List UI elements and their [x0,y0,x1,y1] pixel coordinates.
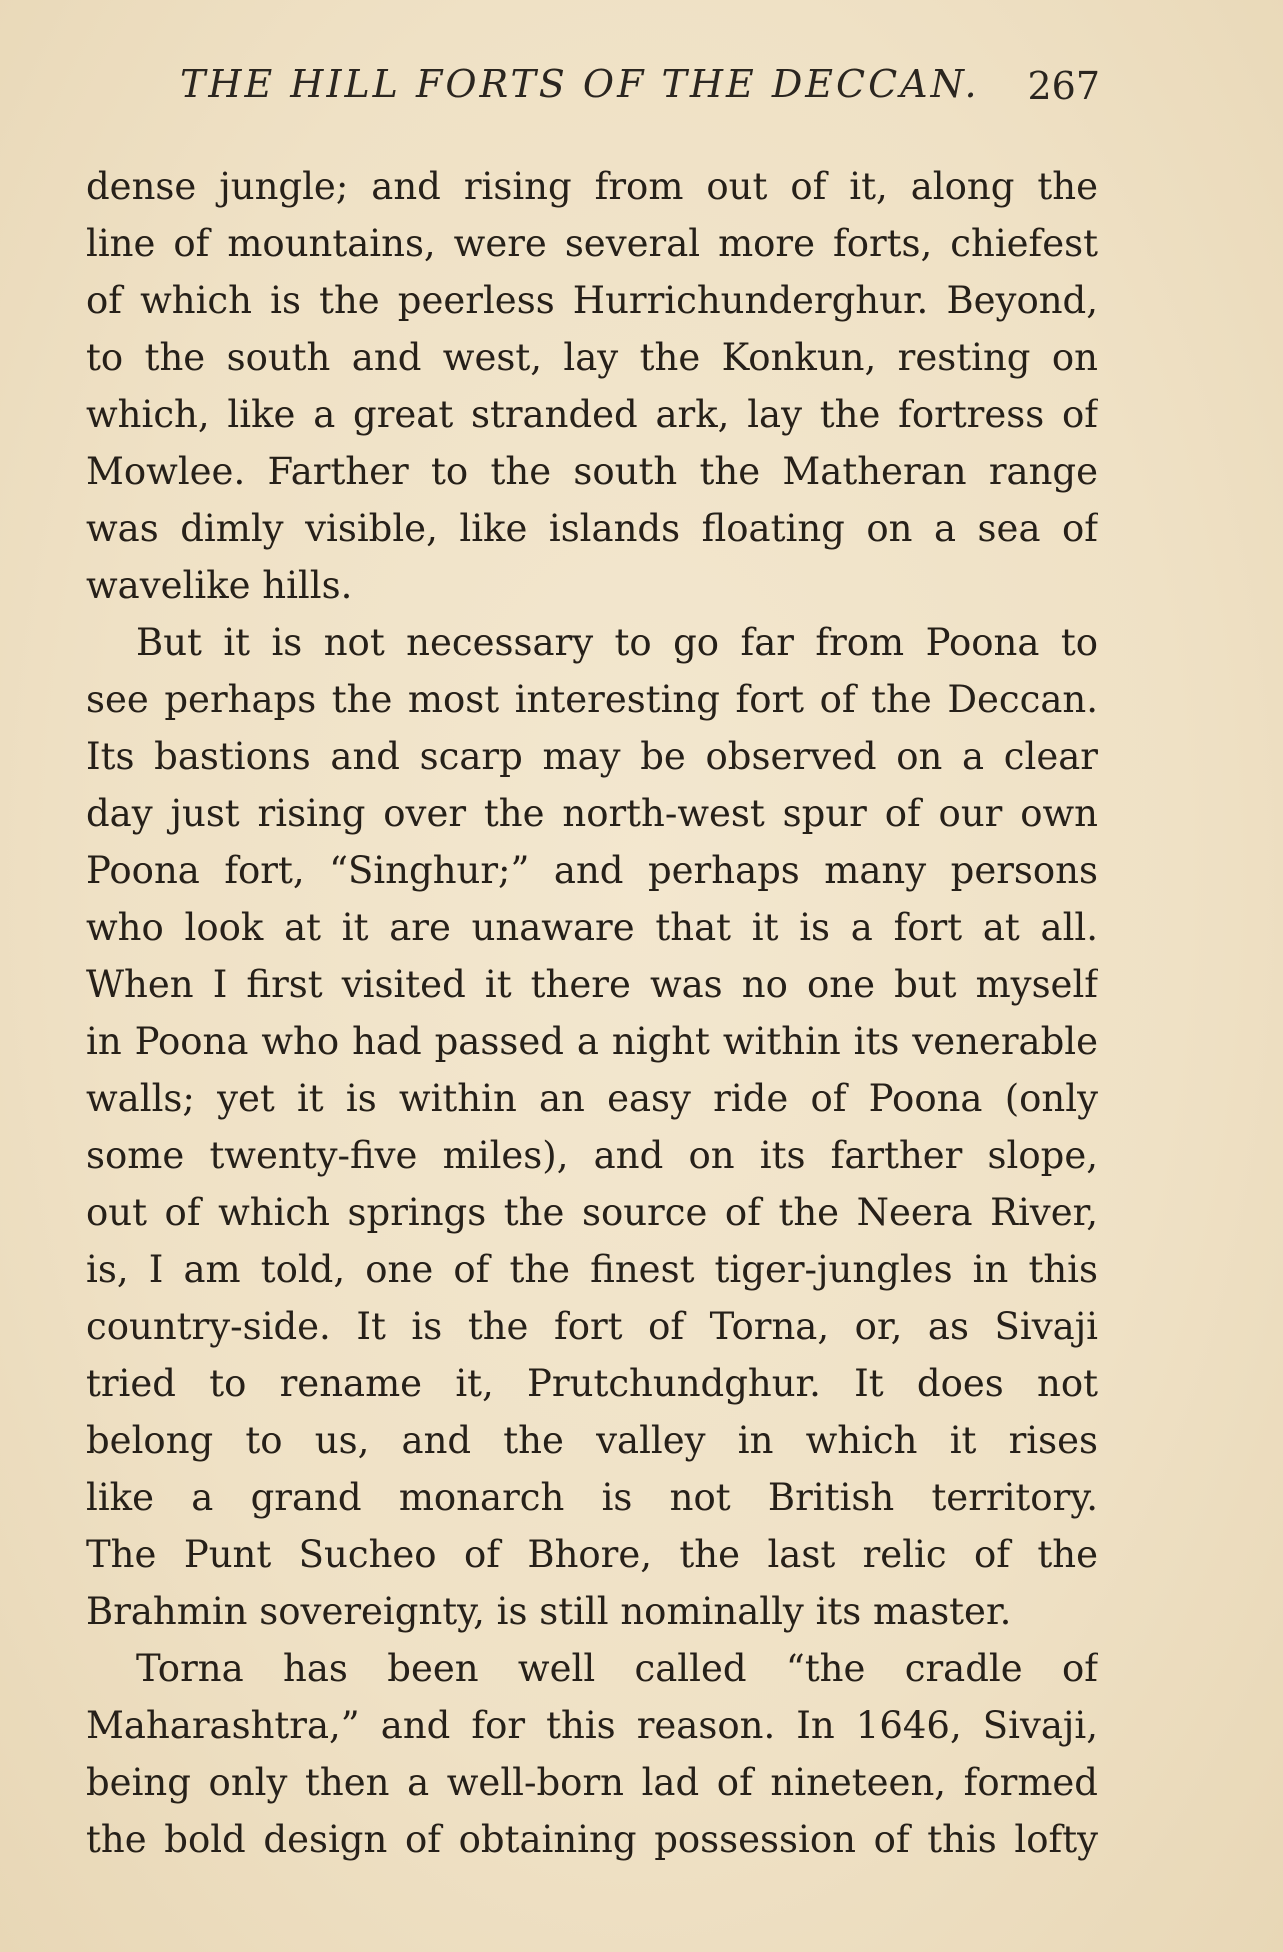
text-line: was dimly visible, like islands floating on a sea of [86,507,1098,550]
paragraph-start-line: Torna has been well called “the cradle of [136,1647,1098,1690]
page-number: 267 [1027,64,1100,108]
text-line: Its bastions and scarp may be observed on a clear [86,735,1098,778]
text-line: in Poona who had passed a night within its venerable [86,1020,1098,1063]
text-line: see perhaps the most interesting fort of the Deccan. [86,678,1098,721]
text-line: the bold design of obtaining possession of this lofty [86,1818,1098,1861]
text-line: to the south and west, lay the Konkun, resting on [86,336,1098,379]
text-line: is, I am told, one of the finest tiger-jungles in this [86,1248,1098,1291]
text-line: Poona fort, “Singhur;” and perhaps many persons [86,849,1098,892]
text-line: Mowlee. Farther to the south the Matheran range [86,450,1098,493]
text-line: out of which springs the source of the Neera River, [86,1191,1098,1234]
text-line: day just rising over the north-west spur of our own [86,792,1098,835]
text-line: line of mountains, were several more forts, chiefest [86,222,1098,265]
body-text [86,158,1098,1868]
text-line: Brahmin sovereignty, is still nominally its master. [86,1590,1012,1633]
page-header [180,62,1100,122]
text-line: dense jungle; and rising from out of it, along the [86,165,1098,208]
text-line: which, like a great stranded ark, lay the fortress of [86,393,1098,436]
text-line: When I first visited it there was no one but myself [86,963,1098,1006]
text-line: The Punt Sucheo of Bhore, the last relic of the [86,1533,1098,1576]
text-line: country-side. It is the fort of Torna, or, as Sivaji [86,1305,1098,1348]
text-line: of which is the peerless Hurrichunderghur. Beyond, [86,279,1098,322]
text-line: belong to us, and the valley in which it rises [86,1419,1098,1462]
text-line: Maharashtra,” and for this reason. In 1646, Sivaji, [86,1704,1098,1747]
text-line: walls; yet it is within an easy ride of Poona (only [86,1077,1098,1120]
text-line: being only then a well-born lad of nineteen, formed [86,1761,1098,1804]
text-line: some twenty-five miles), and on its farther slope, [86,1134,1098,1177]
text-line: who look at it are unaware that it is a fort at all. [86,906,1098,949]
running-title: THE HILL FORTS OF THE DECCAN. [180,62,980,106]
text-line: like a grand monarch is not British territory. [86,1476,1098,1519]
text-line: wavelike hills. [86,564,353,607]
paragraph-start-line: But it is not necessary to go far from Poona to [136,621,1098,664]
text-line: tried to rename it, Prutchundghur. It does not [86,1362,1098,1405]
